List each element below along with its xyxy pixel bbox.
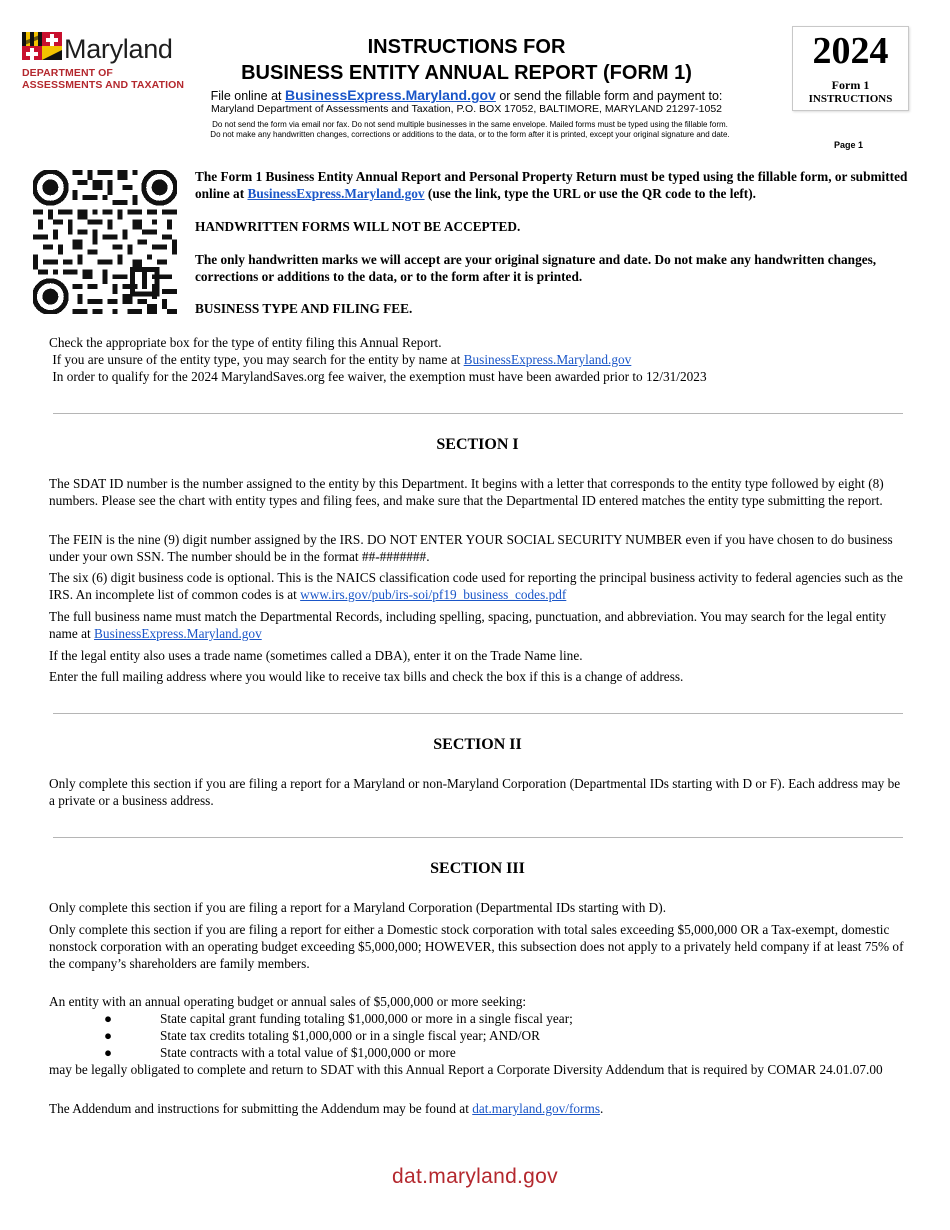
- section-1-sdat-id: The SDAT ID number is the number assigned to the entity by this Department. It begins with a letter that corresponds to the entity type followed by eight (8) numbers. Please see the chart with entity types and filing fees, and make sure that the Departmental ID entered matches the entity type submitting the report.: [49, 476, 884, 508]
- list-item: [104, 1027, 540, 1044]
- section-3-paragraph-4: may be legally obligated to complete and return to SDAT with this Annual Report a Corporate Diversity Addendum that is required by COMAR 24.01.07.00: [49, 1062, 883, 1077]
- section-1-business-code: [49, 569, 909, 603]
- business-type-line-2-text: If you are unsure of the entity type, you may search for the entity by name at: [49, 352, 464, 367]
- section-3-addendum-text: The Addendum and instructions for submitting the Addendum may be found at: [49, 1101, 473, 1116]
- business-express-link[interactable]: BusinessExpress.Maryland.gov: [284, 87, 496, 103]
- mailing-note-2: Do not make any handwritten changes, corrections or additions to the data, or to the form after it is printed, except your original signature and date.: [210, 130, 730, 139]
- bullet-text: State capital grant funding totaling $1,000,000 or more in a single fiscal year;: [160, 1011, 573, 1026]
- logo-wordmark: Maryland: [64, 34, 173, 64]
- mailing-address: Maryland Department of Assessments and Taxation, P.O. BOX 17052, BALTIMORE, MARYLAND 21297-1052: [210, 103, 723, 115]
- intro-paragraph-1: [195, 168, 910, 202]
- section-1-fein: The FEIN is the nine (9) digit number assigned by the IRS. DO NOT ENTER YOUR SOCIAL SECURITY NUMBER even if you have chosen to do business under your own SSN. The number should be in the format ##-#######.: [49, 532, 893, 564]
- qr-code-icon[interactable]: [33, 170, 177, 314]
- divider: [53, 413, 903, 414]
- divider: [53, 837, 903, 838]
- section-2-paragraph: Only complete this section if you are filing a report for a Maryland or non-Maryland Corporation (Departmental IDs starting with D or F). Each address may be a private or a business address.: [49, 776, 901, 808]
- file-online-suffix: or send the fillable form and payment to:: [495, 89, 723, 103]
- section-1-business-name: [49, 608, 909, 642]
- section-3-period: .: [600, 1101, 604, 1116]
- business-type-search-link[interactable]: BusinessExpress.Maryland.gov: [463, 352, 632, 367]
- title-line-2: BUSINESS ENTITY ANNUAL REPORT (FORM 1): [241, 62, 692, 84]
- year-box: [792, 26, 909, 111]
- bullet-icon: ●: [104, 1011, 113, 1026]
- logo-sub-line-2: ASSESSMENTS AND TAXATION: [22, 79, 185, 91]
- handwritten-warning: HANDWRITTEN FORMS WILL NOT BE ACCEPTED.: [195, 219, 521, 234]
- bullet-icon: ●: [104, 1028, 113, 1043]
- business-type-line-1: Check the appropriate box for the type of entity filing this Annual Report.: [49, 335, 442, 350]
- section-3-paragraph-1: Only complete this section if you are filing a report for a Maryland Corporation (Departmental IDs starting with D).: [49, 900, 667, 915]
- title-line-1: INSTRUCTIONS FOR: [367, 36, 566, 58]
- file-online-line: [150, 87, 783, 103]
- intro-p1-suffix: (use the link, type the URL or use the QR code to the left).: [424, 186, 756, 201]
- section-1-title: SECTION I: [436, 436, 519, 453]
- list-item: [104, 1044, 456, 1061]
- form-label: Form 1: [831, 78, 870, 92]
- list-item: [104, 1010, 573, 1027]
- bullet-text: State tax credits totaling $1,000,000 or in a single fiscal year; AND/OR: [160, 1028, 540, 1043]
- section-1-mailing-address: Enter the full mailing address where you would like to receive tax bills and check the box if this is a change of address.: [49, 669, 684, 684]
- footer-url[interactable]: dat.maryland.gov: [392, 1165, 558, 1188]
- section-3-paragraph-3: An entity with an annual operating budget or annual sales of $5,000,000 or more seeking:: [49, 994, 527, 1009]
- logo-sub-line-1: DEPARTMENT OF: [22, 67, 113, 79]
- section-1-trade-name: If the legal entity also uses a trade name (sometimes called a DBA), enter it on the Trade Name line.: [49, 648, 583, 663]
- business-type-heading: BUSINESS TYPE AND FILING FEE.: [195, 301, 413, 316]
- maryland-flag-icon: [20, 30, 64, 64]
- instructions-label: INSTRUCTIONS: [808, 93, 893, 105]
- forms-link[interactable]: dat.maryland.gov/forms: [472, 1101, 601, 1116]
- section-1-business-name-text: The full business name must match the Departmental Records, including spelling, spacing, punctuation, and abbreviation. You may search for the legal entity name at: [49, 609, 887, 641]
- bullet-icon: ●: [104, 1045, 113, 1060]
- divider: [53, 713, 903, 714]
- section-3-paragraph-2: Only complete this section if you are filing a report for either a Domestic stock corporation with total sales exceeding $5,000,000 OR a Tax-exempt, domestic nonstock corporation with an operating budget exceeding $5,000,000; HOWEVER, this subsection does not apply to a privately held company if at least 75% of the company’s shareholders are family members.: [49, 922, 904, 971]
- intro-business-express-link[interactable]: BusinessExpress.Maryland.gov: [247, 186, 425, 201]
- form-year: 2024: [812, 30, 889, 72]
- mailing-note-1: Do not send the form via email nor fax. Do not send multiple businesses in the same envelope. Mailed forms must be typed using the fillable form.: [212, 120, 728, 129]
- section-2-title: SECTION II: [433, 736, 522, 753]
- irs-codes-link[interactable]: www.irs.gov/pub/irs-soi/pf19_business_codes.pdf: [300, 587, 567, 602]
- business-type-line-2: [49, 351, 909, 368]
- section-3-title: SECTION III: [430, 860, 525, 877]
- page-number: Page 1: [834, 140, 864, 150]
- file-online-prefix: File online at: [210, 89, 285, 103]
- intro-paragraph-3: The only handwritten marks we will accept are your original signature and date. Do not make any handwritten changes, corrections or additions to the data, or to the form after it is printed.: [195, 252, 877, 284]
- section-1-business-express-link[interactable]: BusinessExpress.Maryland.gov: [94, 626, 262, 641]
- section-1-business-code-text: The six (6) digit business code is optional. This is the NAICS classification code used for reporting the principal business activity to federal agencies such as the IRS. An incomplete list of common codes is at: [49, 570, 903, 602]
- section-3-paragraph-5: [49, 1100, 909, 1117]
- intro-p1-text: The Form 1 Business Entity Annual Report and Personal Property Return must be typed using the fillable form, or submitted online at: [195, 169, 908, 201]
- business-type-line-3: In order to qualify for the 2024 MarylandSaves.org fee waiver, the exemption must have been awarded prior to 12/31/2023: [49, 369, 707, 384]
- bullet-text: State contracts with a total value of $1,000,000 or more: [160, 1045, 456, 1060]
